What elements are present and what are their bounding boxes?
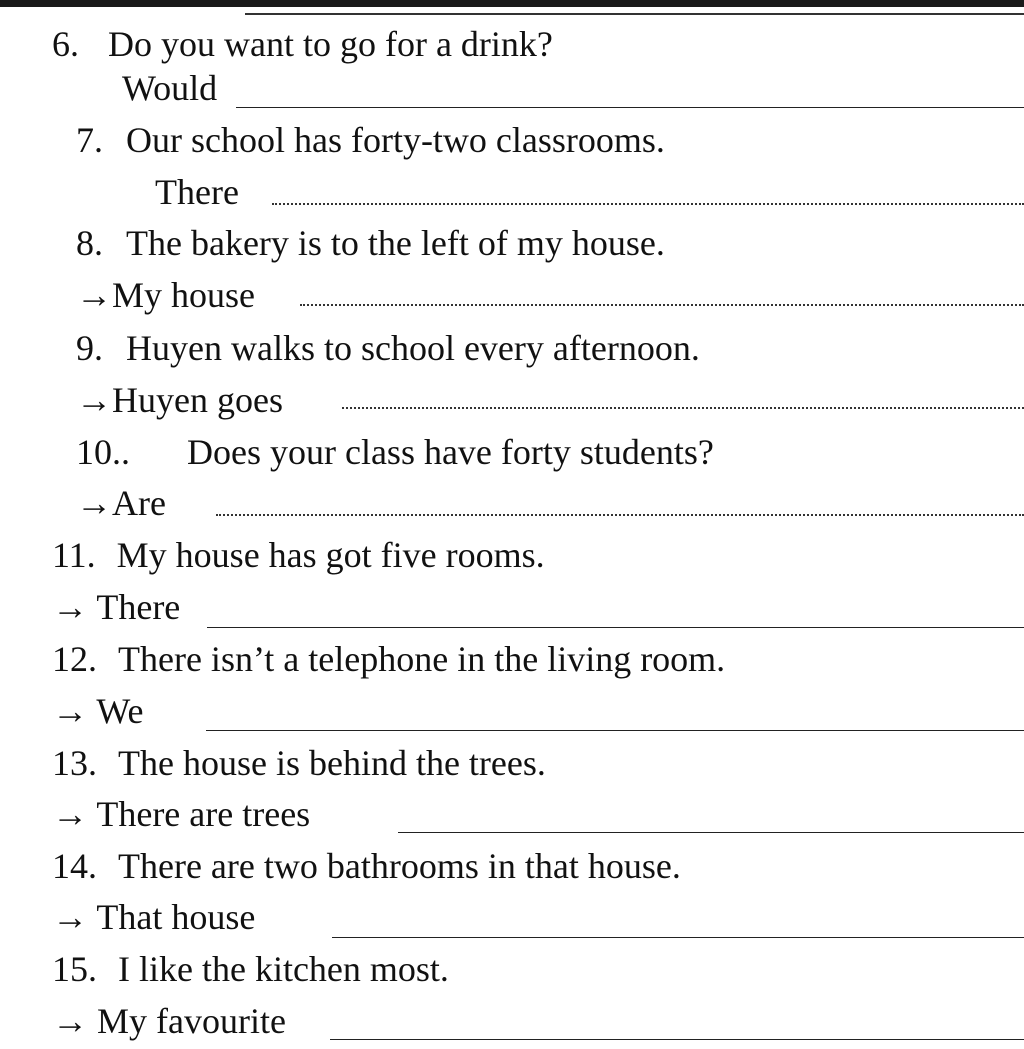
sentence-text: The house is behind the trees. — [118, 743, 546, 783]
answer-line-7[interactable] — [272, 203, 1024, 205]
sentence-text: The bakery is to the left of my house. — [126, 223, 665, 263]
exercise-number: 6. — [52, 24, 79, 64]
sentence-text: Our school has forty-two classrooms. — [126, 120, 665, 160]
exercise-number: 8. — [76, 223, 103, 263]
exercise-15-prompt: → My favourite — [52, 1001, 286, 1041]
exercise-9-sentence — [76, 326, 700, 370]
answer-line-8[interactable] — [300, 304, 1024, 306]
exercise-6-sentence — [52, 22, 553, 66]
answer-line-6[interactable] — [236, 107, 1024, 108]
exercise-14-prompt: → That house — [52, 897, 256, 937]
sentence-text: There are two bathrooms in that house. — [118, 846, 681, 886]
exercise-number: 13. — [52, 743, 97, 783]
exercise-12-sentence — [52, 637, 725, 681]
exercise-number: 11. — [52, 535, 96, 575]
exercise-10-prompt: →Are — [76, 483, 166, 523]
answer-line-9[interactable] — [342, 407, 1024, 409]
exercise-12-prompt: → We — [52, 691, 144, 731]
exercise-11-sentence — [52, 533, 545, 577]
answer-line-14[interactable] — [332, 937, 1024, 938]
exercise-8-sentence — [76, 221, 665, 265]
exercise-7-sentence — [76, 118, 665, 162]
sentence-text: I like the kitchen most. — [118, 949, 449, 989]
exercise-14-sentence — [52, 844, 681, 888]
answer-line-15[interactable] — [330, 1039, 1024, 1040]
top-border-thin — [245, 13, 1024, 15]
exercise-15-sentence — [52, 947, 449, 991]
sentence-text: My house has got five rooms. — [116, 535, 545, 575]
exercise-6-prompt: Would — [122, 68, 218, 108]
exercise-10-sentence — [76, 430, 714, 474]
sentence-text: Does your class have forty students? — [187, 432, 714, 472]
exercise-number: 15. — [52, 949, 97, 989]
top-border-thick — [0, 0, 1024, 7]
exercise-8-prompt: →My house — [76, 275, 255, 315]
exercise-13-sentence — [52, 741, 546, 785]
exercise-7-prompt: There — [155, 172, 239, 212]
answer-line-11[interactable] — [207, 627, 1024, 628]
answer-line-13[interactable] — [398, 832, 1024, 833]
exercise-13-prompt: → There are trees — [52, 794, 311, 834]
exercise-11-prompt: → There — [52, 587, 181, 627]
exercise-number: 9. — [76, 328, 103, 368]
sentence-text: Huyen walks to school every afternoon. — [126, 328, 700, 368]
answer-line-10[interactable] — [216, 514, 1024, 516]
exercise-number: 10.. — [76, 432, 130, 472]
exercise-number: 14. — [52, 846, 97, 886]
sentence-text: Do you want to go for a drink? — [108, 24, 553, 64]
exercise-9-prompt: →Huyen goes — [76, 380, 283, 420]
exercise-number: 7. — [76, 120, 103, 160]
answer-line-12[interactable] — [206, 730, 1024, 731]
exercise-number: 12. — [52, 639, 97, 679]
sentence-text: There isn’t a telephone in the living room. — [118, 639, 726, 679]
